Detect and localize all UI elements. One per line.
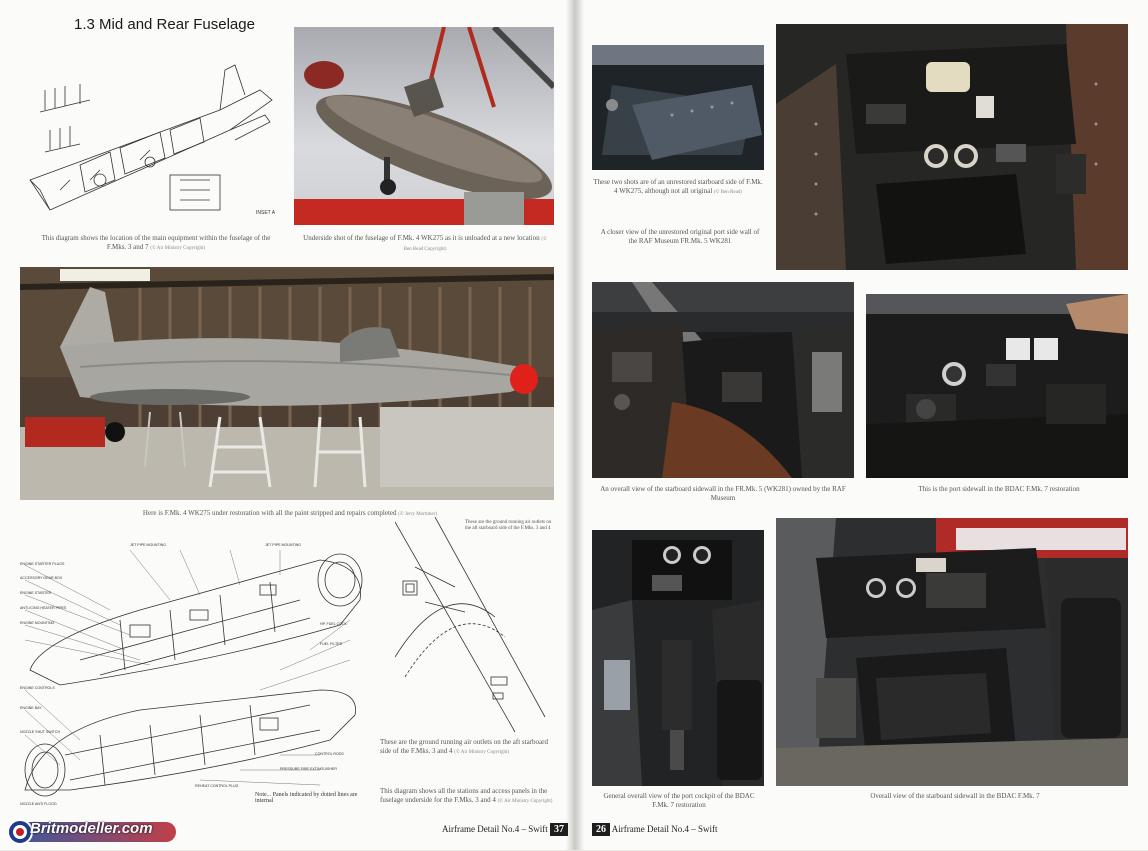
caption-hangar-photo: Here is F.Mk. 4 WK275 under restoration with all the paint stripped and repairs completed (© Jerry Mortimer) (142, 509, 438, 517)
diagram-label-anti-icing: ANTI-ICING HEATER PIPES (20, 606, 67, 610)
caption-air-outlets: These are the ground running air outlets on the aft starboard side of the F.Mks. 3 and 4 (© Air Ministry Copyright) (380, 738, 548, 755)
cockpit-lookdown-photo (592, 530, 764, 786)
diagram-label-accessory-gear-box: ACCESSORY GEAR BOX (20, 576, 63, 580)
fuselage-panels-diagram (20, 540, 375, 815)
caption-starboard-museum: An overall view of the starboard sidewall in the FR.Mk. 5 (WK281) owned by the RAF Museum (600, 485, 846, 502)
diagram-label-reheat-control-plug: REHEAT CONTROL PLUG (195, 784, 239, 788)
watermark-text: Britmodeller.com (30, 820, 153, 837)
diagram-label-jet-pipe-mounting-1: JET PIPE MOUNTING (130, 543, 167, 547)
panel-closeup-photo (592, 45, 764, 170)
diagram-label-fire-extinguisher: PRESSURE FIRE EXTINGUISHER (280, 767, 337, 771)
port-bdac-photo (866, 294, 1128, 478)
diagram-label-nozzle-anti-flood: NOZZLE ANTI FLOOD (20, 802, 57, 806)
caption-panels-diagram: This diagram shows all the stations and access panels in the fuselage underside for the F.Mks. 3 and 4 (© Air Ministry Copyright) (380, 787, 553, 804)
section-title: 1.3 Mid and Rear Fuselage (74, 16, 255, 33)
diagram-label-jet-pipe-mounting-2: JET PIPE MOUNTING (265, 543, 302, 547)
caption-crane-photo: Underside shot of the fuselage of F.Mk. 4 WK275 as it is unloaded at a new location (© Ben Read Copyright) (303, 234, 547, 252)
diagram-label-engine-controls: ENGINE CONTROLS (20, 686, 55, 690)
starboard-museum-photo (592, 282, 854, 478)
cockpit-original-photo (776, 24, 1128, 270)
diagram-label-engine-starter: ENGINE STARTER (20, 591, 52, 595)
diagram-label-engine-starter-plugs: ENGINE STARTER PLUGS (20, 562, 65, 566)
caption-port-bdac: This is the port sidewall in the BDAC F.Mk. 7 restoration (918, 485, 1080, 493)
hangar-restoration-photo (20, 267, 554, 500)
diagram-label-fuel-filter: FUEL FILTER (320, 642, 343, 646)
left-footer-label: Airframe Detail No.4 – Swift (442, 824, 548, 834)
diagram-note: Note... Panels indicated by dotted lines are internal (255, 792, 358, 804)
left-page-number: 37 (550, 823, 568, 836)
diagram-label-engine-bay: ENGINE BAY (20, 706, 42, 710)
right-footer (592, 824, 718, 835)
caption-diagram-top: This diagram shows the location of the main equipment within the fuselage of the F.Mks. 3 and 7 (© Air Ministry Copyright) (41, 234, 271, 251)
air-outlets-diagram (395, 517, 555, 737)
diagram-label-control-rods: CONTROL RODS (315, 752, 344, 756)
caption-small-diagram: These are the ground running air outlets on the aft starboard side of the F.Mks. 3 and 4 (465, 520, 552, 531)
diagram-label-nozzle-shut-switch: NOZZLE SHUT SWITCH (20, 730, 61, 734)
left-footer (442, 824, 568, 835)
caption-port-original: A closer view of the unrestored original port side wall of the RAF Museum FR.Mk. 5 WK281 (600, 228, 760, 245)
caption-panel-close: These two shots are of an unrestored starboard side of F.Mk. 4 WK275, although not all original (© Ben Read) (593, 178, 763, 195)
caption-cockpit-starboard: Overall view of the starboard sidewall in the BDAC F.Mk. 7 (870, 792, 1040, 800)
right-page-number: 26 (592, 823, 610, 836)
fuselage-crane-photo (294, 27, 554, 225)
diagram-label-engine-mounting: ENGINE MOUNTING (20, 621, 55, 625)
right-footer-label: Airframe Detail No.4 – Swift (611, 824, 718, 834)
fuselage-equipment-diagram (20, 40, 282, 228)
cockpit-starboard-photo (776, 518, 1128, 786)
diagram-label-hp-fuel-cock: HP. FUEL COCK (320, 622, 347, 626)
page-gutter (566, 0, 584, 850)
inset-label: INSET A (256, 210, 276, 216)
caption-cockpit-lookdown: General overall view of the port cockpit of the BDAC F.Mk. 7 restoration (603, 792, 755, 809)
